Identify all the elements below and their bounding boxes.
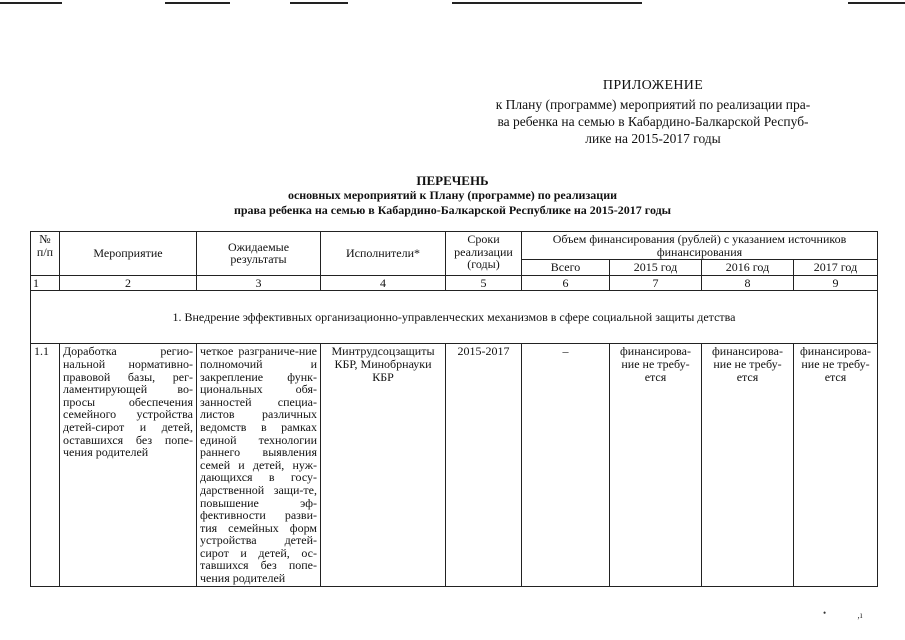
header-executors: Исполнители* bbox=[321, 232, 446, 276]
scan-line-1 bbox=[0, 2, 62, 4]
header-num: № п/п bbox=[31, 232, 60, 276]
column-number: 8 bbox=[702, 275, 794, 291]
header-total: Всего bbox=[522, 260, 610, 276]
column-number: 2 bbox=[60, 275, 197, 291]
row-num: 1.1 bbox=[31, 344, 60, 586]
column-number: 9 bbox=[794, 275, 878, 291]
header-terms: Сроки реализации (годы) bbox=[446, 232, 522, 276]
scan-line-5 bbox=[848, 2, 905, 4]
row-total: – bbox=[522, 344, 610, 586]
column-number: 5 bbox=[446, 275, 522, 291]
header-funding: Объем финансирования (рублей) с указанием источников финансирования bbox=[522, 232, 878, 260]
column-number: 6 bbox=[522, 275, 610, 291]
row-event: Доработка регио-нальной нормативно-правовой базы, рег-ламентирующей во-просы обеспечения семейного устройства детей-сирот и детей, оставшихся без попе-чения родителей bbox=[60, 344, 197, 586]
row-funding-2017: финансирова-ние не требу-ется bbox=[794, 344, 878, 586]
row-executors: Минтрудсоцзащиты КБР, Минобрнауки КБР bbox=[321, 344, 446, 586]
header-row-1 bbox=[31, 232, 878, 260]
title-line-3: права ребенка на семью в Кабардино-Балкарской Республике на 2015-2017 годы bbox=[233, 203, 672, 217]
row-funding-2015: финансирова-ние не требу-ется bbox=[610, 344, 702, 586]
appendix-line: ва ребенка на семью в Кабардино-Балкарской Респуб- bbox=[497, 114, 809, 129]
header-2016: 2016 год bbox=[702, 260, 794, 276]
appendix-line: к Плану (программе) мероприятий по реализации пра- bbox=[495, 97, 811, 112]
appendix-line: лике на 2015-2017 годы bbox=[585, 131, 721, 146]
scan-line-4 bbox=[452, 2, 642, 4]
header-results: Ожидаемые результаты bbox=[197, 232, 321, 276]
column-number-row bbox=[31, 275, 878, 291]
events-table bbox=[30, 231, 878, 587]
table-row bbox=[31, 344, 878, 586]
row-terms: 2015-2017 bbox=[446, 344, 522, 586]
appendix-heading: ПРИЛОЖЕНИЕ bbox=[602, 78, 704, 93]
header-2017: 2017 год bbox=[794, 260, 878, 276]
title-line-1: ПЕРЕЧЕНЬ bbox=[416, 173, 489, 188]
document-title bbox=[0, 174, 905, 218]
column-number: 7 bbox=[610, 275, 702, 291]
column-number: 4 bbox=[321, 275, 446, 291]
column-number: 1 bbox=[31, 275, 60, 291]
scan-speck: • bbox=[823, 608, 827, 618]
section-title: 1. Внедрение эффективных организационно-управленческих механизмов в сфере социальной защиты детства bbox=[31, 291, 878, 344]
section-row bbox=[31, 291, 878, 344]
scan-line-2 bbox=[165, 2, 230, 4]
title-line-2: основных мероприятий к Плану (программе) по реализации bbox=[287, 188, 618, 202]
row-funding-2016: финансирова-ние не требу-ется bbox=[702, 344, 794, 586]
column-number: 3 bbox=[197, 275, 321, 291]
header-2015: 2015 год bbox=[610, 260, 702, 276]
scan-speck: ‚ı bbox=[857, 610, 863, 620]
appendix-block bbox=[463, 78, 843, 147]
scan-line-3 bbox=[290, 2, 348, 4]
header-event: Мероприятие bbox=[60, 232, 197, 276]
row-results: четкое разграниче-ние полномочий и закрепление функ-циональных обя-занностей специа-листов различных ведомств в рамках единой технологии раннего выявления семей и детей, нуж-дающихся в госу-дарственной защи-те, повышение эф-фективности разви-тия семейных форм устройства детей-сирот и детей, ос-тавшихся без попе-чения родителей bbox=[197, 344, 321, 586]
